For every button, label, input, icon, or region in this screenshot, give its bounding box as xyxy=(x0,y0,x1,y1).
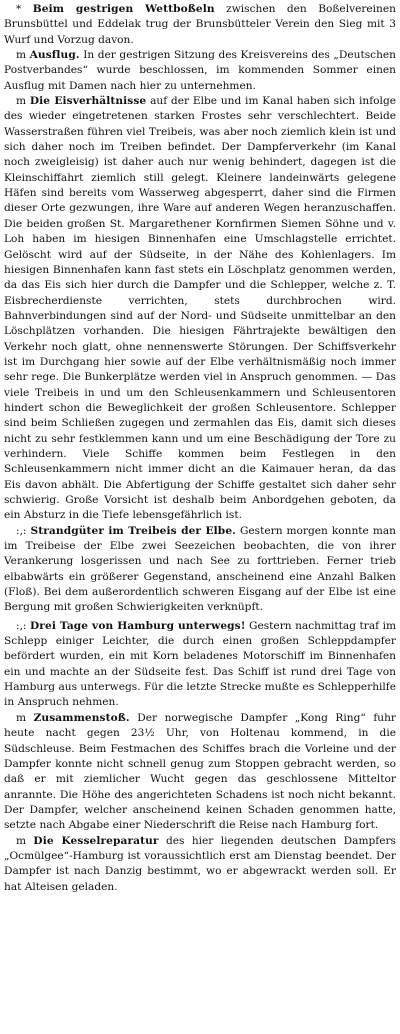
item-headline: Zusammenstoß. xyxy=(33,711,130,724)
news-item-eisverhaeltnisse xyxy=(4,94,396,524)
item-headline: Drei Tage von Hamburg unterwegs! xyxy=(30,619,246,632)
news-item-ausflug xyxy=(4,48,396,94)
item-marker: m xyxy=(16,49,30,62)
item-text: auf der Elbe und im Kanal haben sich infolge des wieder eingetretenen starken Frostes sehr verschlechtert. Beide Wasserstraßen führen viel Treibeis, was aber noch ziemlich klein ist und sich daher noch im Treiben befindet. Der Dampferverkehr (im Kanal noch zweigleisig) ist daher auch nur wenig behindert, dagegen ist die Kleinschiffahrt ziemlich still gelegt. Kleinere landeinwärts gelegene Häfen sind bereits vom Wasserweg abgesperrt, daher sind die Firmen dieser Orte gezwungen, ihre Ware auf anderen Wegen heranzuschaffen. Die beiden großen St. Margarethener Kornfirmen Siemen Söhne und v. Loh haben im hiesigen Binnenhafen eine Umschlagstelle errichtet. Gelöscht wird auf der Südseite, in der Nähe des Kohlenlagers. Im hiesigen Binnenhafen kann fast stets ein Löschplatz genommen werden, da das Eis sich hier durch die Dampfer und die Schlepper, welche z. T. Eisbrecherdienste verrichten, stets durchbrochen wird. Bahnverbindungen sind auf der Nord- und Südseite unmittelbar an den Löschplätzen vorhanden. Die hiesigen Fährtrajekte bewältigen den Verkehr noch glatt, ohne nennenswerte Störungen. Der Schiffsverkehr ist im Durchgang hier sowie auf der Elbe verhältnismäßig noch immer sehr rege. Die Bunkerplätze werden viel in Anspruch genommen. — Das viele Treibeis in und um den Schleusenkammern und Schleusentoren hindert schon die Beweglichkeit der großen Schleusentore. Schlepper sind beim Schließen zugegen und zermahlen das Eis, damit sich dieses nicht zu sehr festklemmen kann und um eine Beschädigung der Tore zu verhindern. Viele Schiffe kommen beim Festlegen in den Schleusenkammern nicht immer dicht an die Kaimauer heran, da das Eis davon abhält. Die Abfertigung der Schiffe gestaltet sich daher sehr schwierig. Große Vorsicht ist deshalb beim Anbordgehen geboten, da ein Absturz in die Tiefe lebensgefährlich ist. xyxy=(4,95,396,522)
item-text: des hier liegenden deutschen Dampfers „Ocmülgee“-Hamburg ist voraussichtlich erst am Dienstag beendet. Der Dampfer ist nach Danzig bestimmt, wo er abgewrackt werden soll. Er hat Alteisen geladen. xyxy=(4,834,396,893)
item-marker: m xyxy=(16,95,30,108)
item-marker: m xyxy=(16,834,34,847)
item-marker: :,: xyxy=(16,619,31,632)
news-item-drei-tage xyxy=(4,619,396,711)
news-item-kesselreparatur xyxy=(4,834,396,895)
item-marker: * xyxy=(16,3,33,15)
item-headline: Ausflug. xyxy=(29,49,80,62)
news-item-strandgueter xyxy=(4,524,396,616)
item-headline: Strandgüter im Treibeis der Elbe. xyxy=(30,524,236,537)
item-text: zwischen den Boßelvereinen Brunsbüttel und Eddelak trug der Brunsbütteler Verein den Sieg mit 3 Wurf und Vorzug davon. xyxy=(4,3,396,46)
item-marker: m xyxy=(16,711,34,724)
item-text: Gestern nachmittag traf im Schlepp einiger Leichter, die durch einen großen Schleppdampfer befördert wurden, ein mit Korn beladenes Motorschiff im Binnenhafen ein und machte an der Südseite fest. Das Schiff ist rund drei Tage von Hamburg aus unterwegs. Für die letzte Strecke mußte es Schlepperhilfe in Anspruch nehmen. xyxy=(4,619,397,709)
item-headline: Die Kesselreparatur xyxy=(33,834,159,847)
item-text: Gestern morgen konnte man im Treibeise der Elbe zwei Seezeichen beobachten, die von ihrer Verankerung losgerissen und nach See zu forttrieben. Ferner trieb elbabwärts ein größerer Gegenstand, anscheinend eine Anzahl Balken (Floß). Bei dem außerordentlich schweren Eisgang auf der Elbe ist eine Bergung mit großen Schwierigkeiten verknüpft. xyxy=(4,524,396,614)
news-item-zusammenstoss xyxy=(4,711,396,834)
item-marker: :,: xyxy=(16,524,31,537)
item-headline: Die Eisverhältnisse xyxy=(29,95,147,108)
news-item-wettbosseln xyxy=(4,2,396,48)
item-text: In der gestrigen Sitzung des Kreisvereins des „Deutschen Postverbandes“ wurde beschlossen, im kommenden Sommer einen Ausflug mit Damen nach hier zu unternehmen. xyxy=(4,49,396,92)
item-text: Der norwegische Dampfer „Kong Ring“ fuhr heute nacht gegen 23½ Uhr, von Holtenau kommend, in die Südschleuse. Beim Festmachen des Schiffes brach die Vorleine und der Dampfer konnte nicht schnell genug zum Stoppen gebracht werden, so daß er mit ziemlicher Wucht gegen das geschlossene Mitteltor anrannte. Die Höhe des angerichteten Schadens ist noch nicht bekannt. Der Dampfer, welcher anscheinend keinen Schaden genommen hatte, setzte nach Abgabe einer Niederschrift die Reise nach Hamburg fort. xyxy=(4,711,396,832)
item-headline: Beim gestrigen Wettboßeln xyxy=(32,3,215,15)
